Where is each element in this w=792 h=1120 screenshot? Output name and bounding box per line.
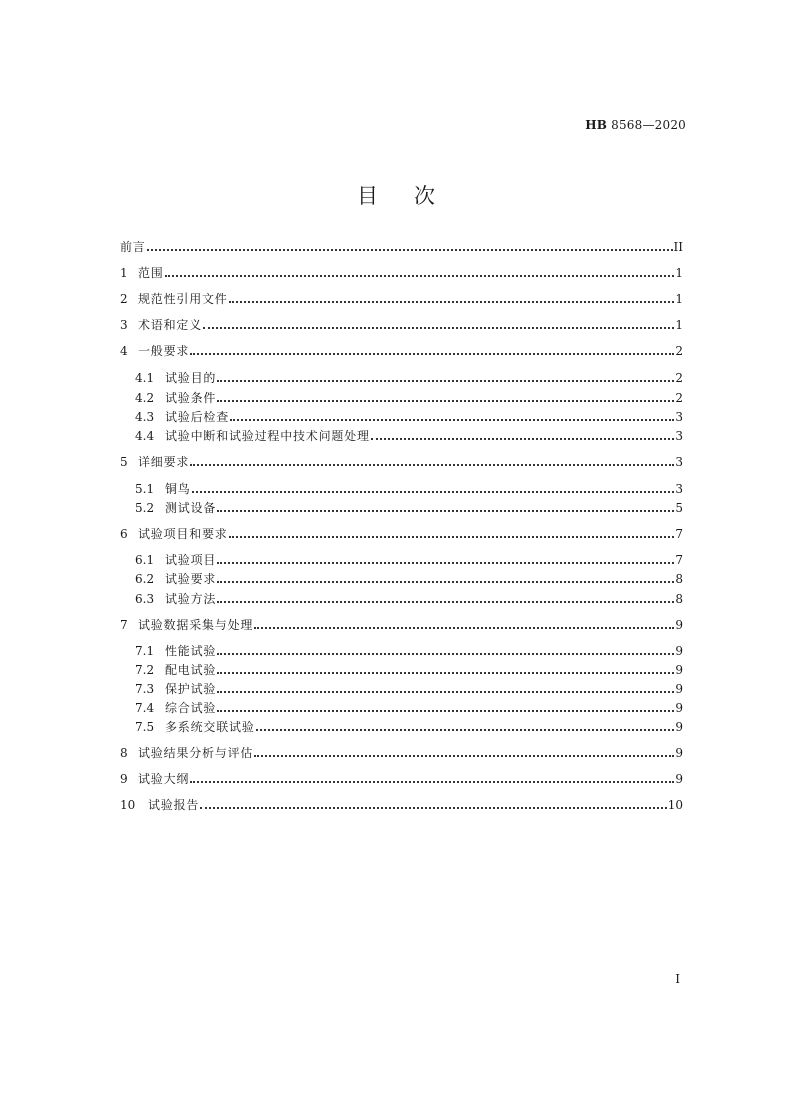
toc-leader	[217, 562, 674, 564]
toc-entry-number: 4.1	[135, 371, 155, 385]
toc-entry-number: 8	[120, 746, 128, 760]
toc-entry-page: 3	[675, 429, 683, 443]
toc-entry-page: 3	[675, 455, 683, 469]
toc-entry-number: 4.2	[135, 391, 155, 405]
toc-entry-label: 前言	[120, 240, 146, 254]
toc-entry-label: 试验报告	[148, 798, 200, 812]
toc-entry-number: 7.2	[135, 663, 155, 677]
toc-entry-label: 试验条件	[165, 391, 217, 405]
toc-entry-number: 10	[120, 798, 136, 812]
toc-entry-7-5[interactable]	[135, 718, 683, 736]
toc-entry-number: 6	[120, 527, 128, 541]
toc-entry-label: 一般要求	[138, 344, 190, 358]
page-number: I	[675, 972, 680, 986]
toc-entry-4-3[interactable]	[135, 408, 683, 426]
toc-entry-7-4[interactable]	[135, 699, 683, 717]
toc-leader	[256, 729, 675, 731]
toc-entry-label: 配电试验	[165, 663, 217, 677]
toc-entry-page: 5	[675, 501, 683, 515]
toc-entry-number: 7.4	[135, 701, 155, 715]
toc-entry-number: 5.2	[135, 501, 155, 515]
toc-entry-label: 规范性引用文件	[138, 292, 228, 306]
toc-entry-label: 试验大纲	[138, 772, 190, 786]
toc-entry-page: II	[673, 240, 683, 254]
document-code-prefix: HB	[585, 118, 608, 132]
toc-leader	[190, 781, 674, 783]
toc-leader	[203, 327, 674, 329]
toc-entry-label: 试验项目	[165, 553, 217, 567]
toc-entry-number: 4.3	[135, 410, 155, 424]
toc-leader	[217, 691, 674, 693]
toc-entry-7-3[interactable]	[135, 680, 683, 698]
toc-entry-page: 8	[675, 592, 683, 606]
toc-entry-3[interactable]	[120, 316, 683, 334]
toc-entry-label: 范围	[138, 266, 164, 280]
toc-entry-4[interactable]	[120, 342, 683, 360]
toc-entry-number: 7.1	[135, 644, 155, 658]
toc-entry-page: 7	[675, 553, 683, 567]
toc-leader	[217, 710, 674, 712]
toc-leader	[217, 510, 674, 512]
toc-entry-label: 性能试验	[165, 644, 217, 658]
toc-leader	[165, 275, 675, 277]
toc-entry-number: 6.3	[135, 592, 155, 606]
toc-leader	[254, 755, 674, 757]
toc-entry-page: 9	[675, 682, 683, 696]
toc-entry-4-4[interactable]	[135, 427, 683, 445]
toc-entry-page: 9	[675, 746, 683, 760]
toc-entry-4-1[interactable]	[135, 369, 683, 387]
toc-entry-page: 9	[675, 663, 683, 677]
toc-entry-page: 9	[675, 720, 683, 734]
toc-entry-page: 10	[667, 798, 683, 812]
toc-entry-page: 3	[675, 482, 683, 496]
toc-entry-page: 1	[675, 266, 683, 280]
toc-leader	[190, 464, 674, 466]
toc-entry-number: 5	[120, 455, 128, 469]
toc-entry-5-1[interactable]	[135, 480, 683, 498]
toc-leader	[217, 581, 674, 583]
toc-leader	[371, 438, 675, 440]
toc-entry-number: 7.5	[135, 720, 155, 734]
toc-entry-5[interactable]	[120, 453, 683, 471]
toc-leader	[230, 419, 674, 421]
toc-entry-2[interactable]	[120, 290, 683, 308]
toc-entry-label: 详细要求	[138, 455, 190, 469]
toc-leader	[190, 353, 674, 355]
toc-entry-number: 7.3	[135, 682, 155, 696]
toc-entry-9[interactable]	[120, 770, 683, 788]
toc-entry-label: 术语和定义	[138, 318, 203, 332]
toc-leader	[192, 491, 675, 493]
toc-entry-5-2[interactable]	[135, 499, 683, 517]
toc-entry-label: 试验方法	[165, 592, 217, 606]
toc-entry-7-2[interactable]	[135, 661, 683, 679]
toc-entry-number: 2	[120, 292, 128, 306]
toc-entry-number: 7	[120, 618, 128, 632]
toc-entry-number: 9	[120, 772, 128, 786]
toc-entry-page: 3	[675, 410, 683, 424]
toc-leader	[217, 672, 674, 674]
document-code-number: 8568—2020	[611, 118, 686, 132]
toc-entry-6-2[interactable]	[135, 570, 683, 588]
toc-entry-label: 试验数据采集与处理	[138, 618, 254, 632]
toc-entry-page: 9	[675, 701, 683, 715]
toc-entry-number: 3	[120, 318, 128, 332]
toc-entry-page: 9	[675, 772, 683, 786]
toc-entry-7-1[interactable]	[135, 642, 683, 660]
toc-leader	[217, 601, 674, 603]
toc-entry-4-2[interactable]	[135, 389, 683, 407]
toc-entry-page: 9	[675, 644, 683, 658]
toc-entry-number: 4	[120, 344, 128, 358]
toc-entry-number: 5.1	[135, 482, 155, 496]
toc-entry-label: 试验结果分析与评估	[138, 746, 254, 760]
toc-entry-page: 8	[675, 572, 683, 586]
toc-entry-page: 2	[675, 391, 683, 405]
toc-entry-number: 1	[120, 266, 128, 280]
toc-entry-label: 试验中断和试验过程中技术问题处理	[165, 429, 370, 443]
toc-entry-label: 保护试验	[165, 682, 217, 696]
toc-entry-label: 测试设备	[165, 501, 217, 515]
toc-leader	[217, 400, 674, 402]
toc-entry-6-1[interactable]	[135, 551, 683, 569]
toc-entry-number: 6.2	[135, 572, 155, 586]
toc-entry-7[interactable]	[120, 616, 683, 634]
toc-leader	[229, 301, 675, 303]
toc-entry-6-3[interactable]	[135, 590, 683, 608]
toc-entry-10[interactable]	[120, 796, 683, 814]
toc-entry-number: 4.4	[135, 429, 155, 443]
toc-leader	[200, 807, 667, 809]
toc-leader	[217, 380, 674, 382]
toc-entry-label: 试验后检查	[165, 410, 230, 424]
toc-entry-label: 多系统交联试验	[165, 720, 255, 734]
toc-entry-page: 2	[675, 344, 683, 358]
toc-entry-label: 试验项目和要求	[138, 527, 228, 541]
toc-title: 目次	[357, 184, 471, 208]
toc-entry-page: 1	[675, 318, 683, 332]
toc-entry-page: 1	[675, 292, 683, 306]
toc-entry-page: 7	[675, 527, 683, 541]
toc-entry-page: 2	[675, 371, 683, 385]
toc-entry-label: 试验要求	[165, 572, 217, 586]
toc-entry-1[interactable]	[120, 264, 683, 282]
toc-entry-label: 综合试验	[165, 701, 217, 715]
toc-entry-foreword[interactable]	[120, 238, 683, 256]
toc-entry-label: 试验目的	[165, 371, 217, 385]
toc-entry-8[interactable]	[120, 744, 683, 762]
toc-leader	[229, 536, 675, 538]
toc-entry-label: 铜鸟	[165, 482, 191, 496]
toc-entry-6[interactable]	[120, 525, 683, 543]
toc-leader	[147, 249, 673, 251]
toc-entry-page: 9	[675, 618, 683, 632]
toc-leader	[217, 653, 674, 655]
toc-entry-number: 6.1	[135, 553, 155, 567]
document-code	[585, 118, 686, 132]
toc-leader	[254, 627, 674, 629]
